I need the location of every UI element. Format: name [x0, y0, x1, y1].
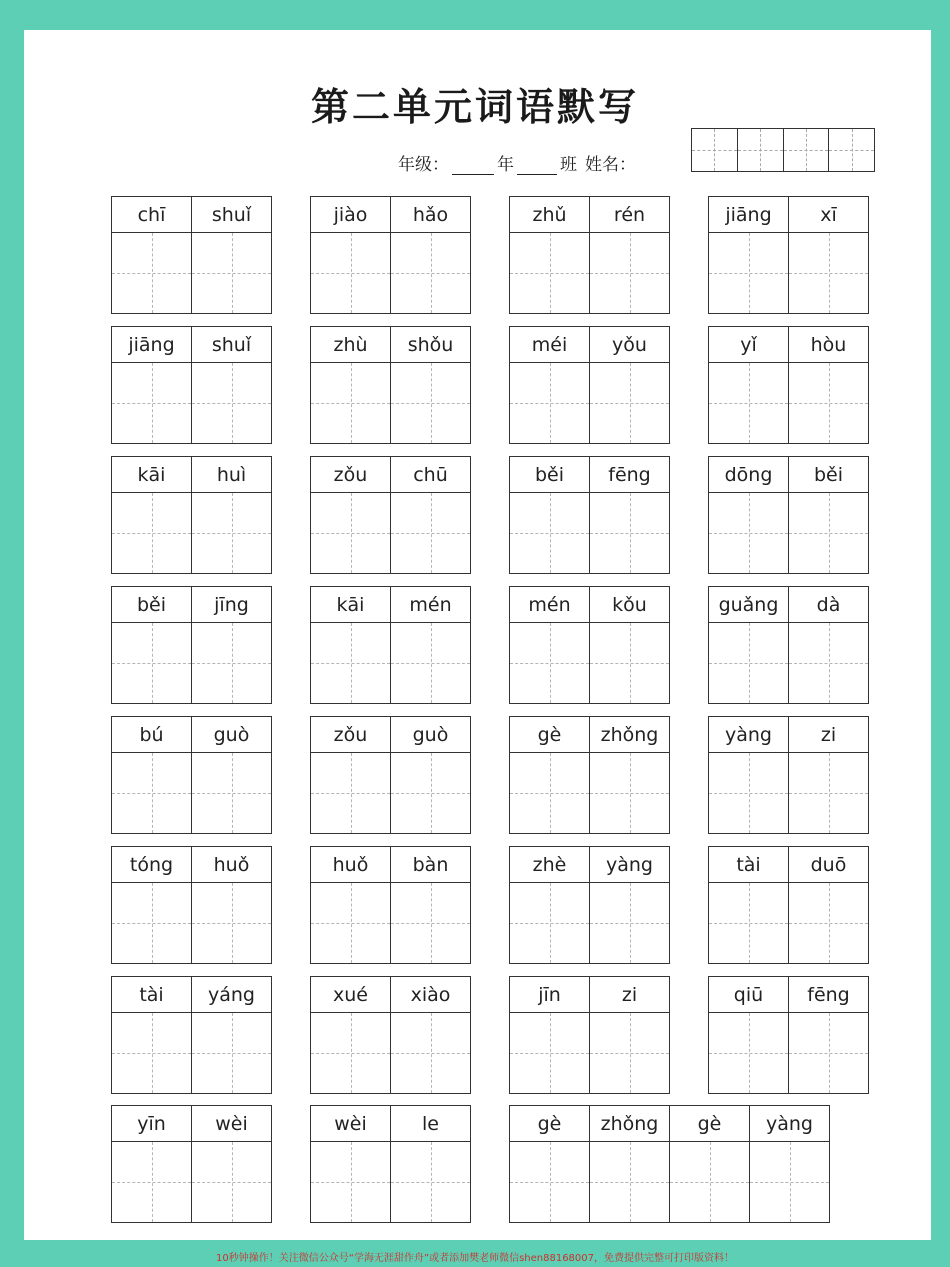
word-box	[708, 456, 869, 574]
pinyin-label: gè	[510, 717, 590, 753]
name-label: 姓名：	[585, 155, 636, 175]
tian-zi-grid[interactable]	[590, 493, 670, 574]
character-cell	[510, 717, 590, 834]
tian-zi-grid[interactable]	[590, 883, 670, 964]
word-box	[111, 586, 272, 704]
pinyin-label: huǒ	[311, 847, 391, 883]
word-box	[509, 586, 670, 704]
pinyin-label: yǐ	[709, 327, 789, 363]
pinyin-label: běi	[789, 457, 869, 493]
character-cell	[311, 457, 391, 574]
pinyin-label: wèi	[192, 1106, 272, 1142]
tian-zi-grid[interactable]	[709, 623, 789, 704]
footer-note: 10秒钟操作！关注微信公众号“学海无涯甜作舟”或者添加樊老师微信shen88168007，免费提供完整可打印版资料！	[215, 1253, 735, 1264]
pinyin-label: jīng	[192, 587, 272, 623]
character-cell	[112, 1106, 192, 1223]
pinyin-label: shǒu	[391, 327, 471, 363]
tian-zi-grid[interactable]	[192, 623, 272, 704]
tian-zi-grid[interactable]	[510, 233, 590, 314]
character-cell	[311, 717, 391, 834]
tian-zi-grid[interactable]	[311, 883, 391, 964]
pinyin-label: xī	[789, 197, 869, 233]
name-char-box[interactable]	[784, 129, 830, 171]
pinyin-label: yǒu	[590, 327, 670, 363]
pinyin-label: xiào	[391, 977, 471, 1013]
tian-zi-grid[interactable]	[391, 623, 471, 704]
tian-zi-grid[interactable]	[709, 493, 789, 574]
word-box	[708, 326, 869, 444]
pinyin-label: fēng	[590, 457, 670, 493]
pinyin-label: huì	[192, 457, 272, 493]
tian-zi-grid[interactable]	[709, 1013, 789, 1094]
character-cell	[590, 717, 670, 834]
pinyin-label: chū	[391, 457, 471, 493]
tian-zi-grid[interactable]	[590, 363, 670, 444]
pinyin-label: tài	[709, 847, 789, 883]
character-cell	[192, 977, 272, 1094]
word-box	[509, 196, 670, 314]
character-cell	[112, 977, 192, 1094]
character-cell	[789, 457, 869, 574]
tian-zi-grid[interactable]	[192, 493, 272, 574]
character-cell	[112, 197, 192, 314]
pinyin-label: fēng	[789, 977, 869, 1013]
pinyin-label: mén	[391, 587, 471, 623]
character-cell	[311, 977, 391, 1094]
pinyin-label: tài	[112, 977, 192, 1013]
pinyin-label: zhù	[311, 327, 391, 363]
character-cell	[510, 847, 590, 964]
tian-zi-grid[interactable]	[311, 363, 391, 444]
tian-zi-grid[interactable]	[590, 1142, 670, 1223]
name-char-box[interactable]	[829, 129, 874, 171]
character-cell	[391, 587, 471, 704]
pinyin-label: zǒu	[311, 717, 391, 753]
tian-zi-grid[interactable]	[192, 1013, 272, 1094]
tian-zi-grid[interactable]	[789, 363, 869, 444]
tian-zi-grid[interactable]	[391, 753, 471, 834]
character-cell	[391, 457, 471, 574]
tian-zi-grid[interactable]	[311, 1142, 391, 1223]
tian-zi-grid[interactable]	[192, 363, 272, 444]
character-cell	[750, 1106, 830, 1223]
character-cell	[709, 587, 789, 704]
tian-zi-grid[interactable]	[112, 1142, 192, 1223]
tian-zi-grid[interactable]	[590, 233, 670, 314]
character-cell	[391, 197, 471, 314]
character-cell	[709, 847, 789, 964]
tian-zi-grid[interactable]	[112, 753, 192, 834]
word-box	[509, 1105, 830, 1223]
pinyin-label: yīn	[112, 1106, 192, 1142]
pinyin-label: chī	[112, 197, 192, 233]
pinyin-label: wèi	[311, 1106, 391, 1142]
character-cell	[510, 1106, 590, 1223]
pinyin-label: yàng	[750, 1106, 830, 1142]
pinyin-label: zǒu	[311, 457, 391, 493]
tian-zi-grid[interactable]	[112, 233, 192, 314]
tian-zi-grid[interactable]	[112, 493, 192, 574]
tian-zi-grid[interactable]	[311, 493, 391, 574]
tian-zi-grid[interactable]	[510, 883, 590, 964]
word-box	[310, 976, 471, 1094]
tian-zi-grid[interactable]	[709, 883, 789, 964]
word-box	[509, 846, 670, 964]
name-char-box[interactable]	[738, 129, 784, 171]
pinyin-label: bú	[112, 717, 192, 753]
pinyin-label: mén	[510, 587, 590, 623]
word-box	[310, 1105, 471, 1223]
tian-zi-grid[interactable]	[510, 623, 590, 704]
word-box	[111, 1105, 272, 1223]
word-box	[708, 716, 869, 834]
character-cell	[112, 587, 192, 704]
tian-zi-grid[interactable]	[311, 623, 391, 704]
tian-zi-grid[interactable]	[789, 233, 869, 314]
pinyin-label: bàn	[391, 847, 471, 883]
character-cell	[192, 847, 272, 964]
word-box	[509, 456, 670, 574]
tian-zi-grid[interactable]	[789, 623, 869, 704]
character-cell	[391, 717, 471, 834]
pinyin-label: le	[391, 1106, 471, 1142]
word-box	[310, 326, 471, 444]
word-box	[310, 456, 471, 574]
word-box	[708, 586, 869, 704]
tian-zi-grid[interactable]	[192, 1142, 272, 1223]
pinyin-label: guò	[391, 717, 471, 753]
character-cell	[789, 717, 869, 834]
pinyin-label: yàng	[590, 847, 670, 883]
tian-zi-grid[interactable]	[391, 1013, 471, 1094]
word-box	[310, 196, 471, 314]
pinyin-label: zi	[789, 717, 869, 753]
grade-label: 年级：	[398, 155, 449, 175]
tian-zi-grid[interactable]	[391, 363, 471, 444]
character-cell	[391, 1106, 471, 1223]
tian-zi-grid[interactable]	[112, 1013, 192, 1094]
character-cell	[789, 847, 869, 964]
character-cell	[789, 327, 869, 444]
student-info-line	[398, 147, 636, 175]
pinyin-label: běi	[510, 457, 590, 493]
pinyin-label: qiū	[709, 977, 789, 1013]
pinyin-label: kāi	[311, 587, 391, 623]
character-cell	[192, 1106, 272, 1223]
pinyin-label: jiāng	[112, 327, 192, 363]
character-cell	[311, 587, 391, 704]
character-cell	[391, 847, 471, 964]
tian-zi-grid[interactable]	[192, 753, 272, 834]
word-box	[509, 326, 670, 444]
tian-zi-grid[interactable]	[391, 883, 471, 964]
word-box	[111, 456, 272, 574]
pinyin-label: zhè	[510, 847, 590, 883]
tian-zi-grid[interactable]	[192, 233, 272, 314]
page-title: 第二单元词语默写	[310, 84, 639, 129]
word-box	[310, 846, 471, 964]
pinyin-label: kāi	[112, 457, 192, 493]
character-cell	[391, 327, 471, 444]
pinyin-label: xué	[311, 977, 391, 1013]
pinyin-label: shuǐ	[192, 327, 272, 363]
character-cell	[112, 847, 192, 964]
character-cell	[112, 327, 192, 444]
word-box	[111, 716, 272, 834]
pinyin-label: gè	[670, 1106, 750, 1142]
character-cell	[670, 1106, 750, 1223]
tian-zi-grid[interactable]	[510, 1013, 590, 1094]
character-cell	[510, 587, 590, 704]
pinyin-label: dà	[789, 587, 869, 623]
character-cell	[510, 977, 590, 1094]
word-box	[111, 196, 272, 314]
tian-zi-grid[interactable]	[391, 233, 471, 314]
pinyin-label: shuǐ	[192, 197, 272, 233]
word-box	[111, 846, 272, 964]
tian-zi-grid[interactable]	[789, 493, 869, 574]
pinyin-label: jiāng	[709, 197, 789, 233]
pinyin-label: guò	[192, 717, 272, 753]
word-box	[310, 586, 471, 704]
tian-zi-grid[interactable]	[590, 753, 670, 834]
word-box	[509, 716, 670, 834]
name-writing-boxes[interactable]	[691, 128, 875, 172]
pinyin-label: jiào	[311, 197, 391, 233]
tian-zi-grid[interactable]	[750, 1142, 830, 1223]
tian-zi-grid[interactable]	[510, 493, 590, 574]
word-box	[708, 846, 869, 964]
pinyin-label: zhǒng	[590, 717, 670, 753]
character-cell	[709, 327, 789, 444]
word-box	[509, 976, 670, 1094]
character-cell	[789, 587, 869, 704]
pinyin-label: tóng	[112, 847, 192, 883]
character-cell	[311, 1106, 391, 1223]
pinyin-label: guǎng	[709, 587, 789, 623]
character-cell	[709, 717, 789, 834]
character-cell	[192, 587, 272, 704]
character-cell	[311, 327, 391, 444]
character-cell	[311, 847, 391, 964]
pinyin-label: yàng	[709, 717, 789, 753]
word-box	[708, 976, 869, 1094]
character-cell	[709, 197, 789, 314]
character-cell	[590, 1106, 670, 1223]
pinyin-label: zi	[590, 977, 670, 1013]
character-cell	[590, 457, 670, 574]
tian-zi-grid[interactable]	[192, 883, 272, 964]
character-cell	[590, 587, 670, 704]
word-box	[111, 976, 272, 1094]
pinyin-label: dōng	[709, 457, 789, 493]
character-cell	[709, 457, 789, 574]
tian-zi-grid[interactable]	[510, 1142, 590, 1223]
character-cell	[510, 197, 590, 314]
class-label: 班	[560, 155, 577, 175]
tian-zi-grid[interactable]	[789, 753, 869, 834]
word-box	[310, 716, 471, 834]
pinyin-label: hòu	[789, 327, 869, 363]
tian-zi-grid[interactable]	[709, 233, 789, 314]
pinyin-label: yáng	[192, 977, 272, 1013]
tian-zi-grid[interactable]	[112, 363, 192, 444]
pinyin-label: duō	[789, 847, 869, 883]
tian-zi-grid[interactable]	[709, 363, 789, 444]
character-cell	[112, 457, 192, 574]
word-box	[708, 196, 869, 314]
character-cell	[590, 847, 670, 964]
pinyin-label: hǎo	[391, 197, 471, 233]
character-cell	[590, 197, 670, 314]
tian-zi-grid[interactable]	[391, 493, 471, 574]
character-cell	[192, 457, 272, 574]
word-box	[111, 326, 272, 444]
character-cell	[112, 717, 192, 834]
pinyin-label: zhǔ	[510, 197, 590, 233]
character-cell	[510, 327, 590, 444]
tian-zi-grid[interactable]	[590, 1013, 670, 1094]
pinyin-label: jīn	[510, 977, 590, 1013]
pinyin-label: zhǒng	[590, 1106, 670, 1142]
pinyin-label: gè	[510, 1106, 590, 1142]
tian-zi-grid[interactable]	[590, 623, 670, 704]
character-cell	[789, 977, 869, 1094]
character-cell	[590, 327, 670, 444]
tian-zi-grid[interactable]	[510, 363, 590, 444]
tian-zi-grid[interactable]	[311, 753, 391, 834]
tian-zi-grid[interactable]	[112, 623, 192, 704]
name-char-box[interactable]	[692, 129, 738, 171]
character-cell	[192, 717, 272, 834]
year-label: 年	[497, 155, 514, 175]
character-cell	[709, 977, 789, 1094]
character-cell	[590, 977, 670, 1094]
grade-blank[interactable]	[452, 154, 494, 175]
tian-zi-grid[interactable]	[311, 233, 391, 314]
tian-zi-grid[interactable]	[670, 1142, 750, 1223]
pinyin-label: kǒu	[590, 587, 670, 623]
tian-zi-grid[interactable]	[391, 1142, 471, 1223]
pinyin-label: méi	[510, 327, 590, 363]
character-cell	[192, 197, 272, 314]
pinyin-label: rén	[590, 197, 670, 233]
tian-zi-grid[interactable]	[311, 1013, 391, 1094]
character-cell	[192, 327, 272, 444]
character-cell	[510, 457, 590, 574]
character-cell	[391, 977, 471, 1094]
tian-zi-grid[interactable]	[112, 883, 192, 964]
tian-zi-grid[interactable]	[510, 753, 590, 834]
tian-zi-grid[interactable]	[789, 1013, 869, 1094]
pinyin-label: běi	[112, 587, 192, 623]
tian-zi-grid[interactable]	[789, 883, 869, 964]
class-blank[interactable]	[517, 154, 557, 175]
character-cell	[789, 197, 869, 314]
character-cell	[311, 197, 391, 314]
tian-zi-grid[interactable]	[709, 753, 789, 834]
pinyin-label: huǒ	[192, 847, 272, 883]
